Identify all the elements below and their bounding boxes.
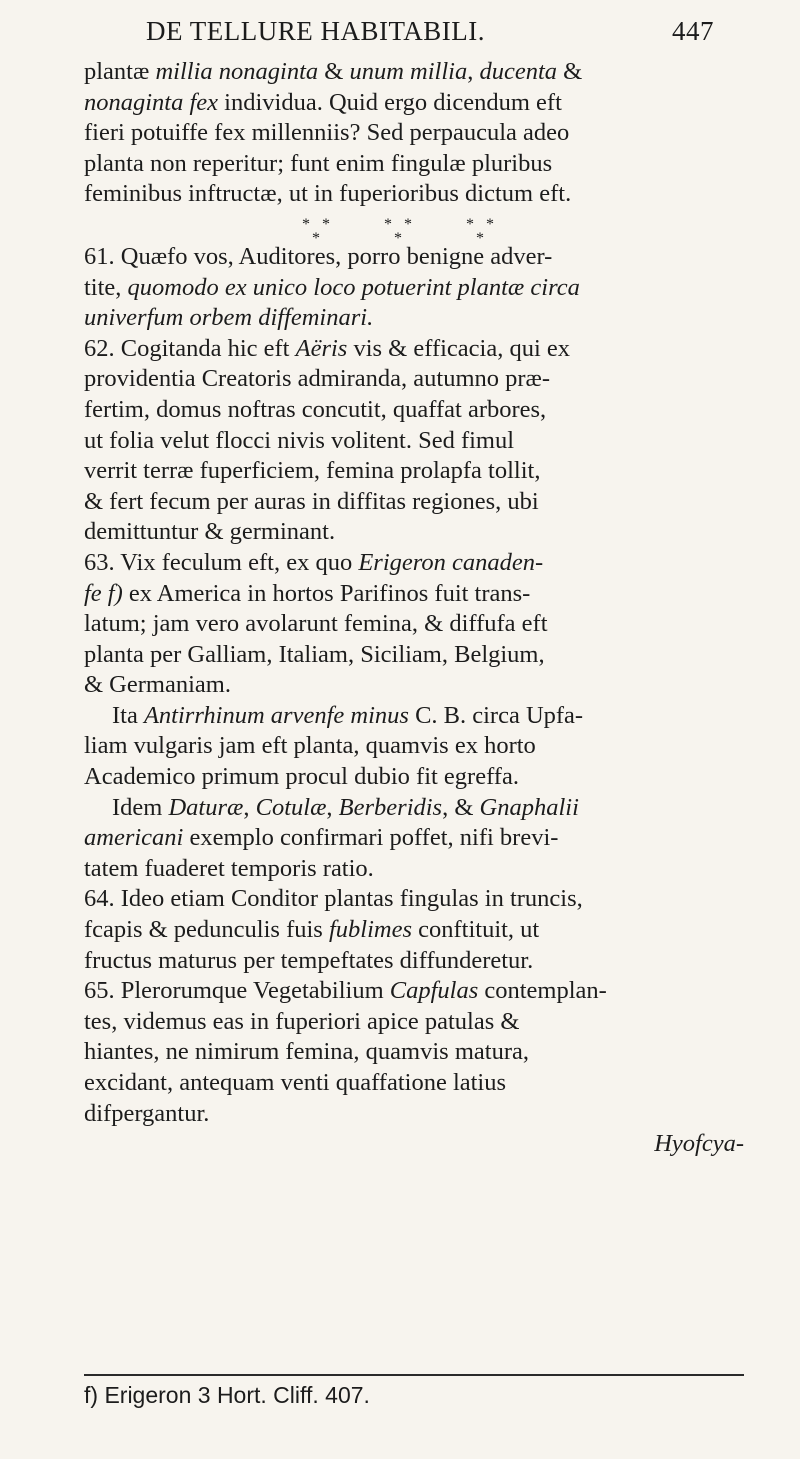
italic-text: fublimes xyxy=(328,916,412,944)
text-line xyxy=(84,487,744,518)
asterisk-mark: * xyxy=(394,229,402,247)
text-run: Ita xyxy=(112,701,144,729)
text-run: 64. Ideo etiam Conditor plantas fingulas in truncis, xyxy=(84,885,583,913)
page-header xyxy=(0,14,800,54)
text-run: fieri potuiffe fex millenniis? Sed perpaucula adeo xyxy=(84,119,570,147)
italic-text: fe f) xyxy=(84,579,123,607)
asterisk-mark: * xyxy=(322,215,330,233)
text-run: 61. Quæfo vos, Auditores, porro benigne adver- xyxy=(84,242,553,270)
catchword xyxy=(84,1129,744,1160)
text-run: planta non reperitur; funt enim fingulæ pluribus xyxy=(84,149,553,177)
text-run: excidant, antequam venti quaffatione latius xyxy=(84,1069,507,1096)
text-line xyxy=(84,731,744,762)
text-run: 62. Cogitanda hic eft xyxy=(84,334,296,362)
italic-text: quomodo ex unico loco potuerint plantæ circa xyxy=(127,273,580,301)
text-line xyxy=(84,118,744,149)
text-line xyxy=(84,364,744,395)
italic-text: univerfum orbem diffeminari. xyxy=(84,304,374,332)
text-run: Academico primum procul dubio fit egreffa. xyxy=(84,763,519,791)
text-run: , xyxy=(467,58,480,85)
text-run: tite, xyxy=(84,273,128,301)
text-run: tatem fuaderet temporis ratio. xyxy=(84,854,374,882)
text-run: plantæ xyxy=(84,58,156,85)
text-line xyxy=(84,149,744,180)
asterisk-mark: * xyxy=(312,229,320,247)
text-line xyxy=(84,456,744,487)
text-run: 63. Vix feculum eft, ex quo xyxy=(84,548,359,576)
text-run: C. B. circa Upfa- xyxy=(408,701,584,729)
italic-text: millia nonaginta xyxy=(155,58,319,85)
text-run: exemplo confirmari poffet, nifi brevi- xyxy=(183,824,559,852)
text-run: conftituit, ut xyxy=(411,916,540,944)
text-line xyxy=(84,579,744,610)
text-run: liam vulgaris jam eft planta, quamvis ex horto xyxy=(84,732,536,760)
text-run: & Germaniam. xyxy=(84,671,231,699)
text-run: Idem xyxy=(112,793,169,821)
text-line xyxy=(84,976,744,1007)
text-run: difpergantur. xyxy=(84,1099,210,1127)
text-line xyxy=(84,670,744,701)
italic-text: Berberidis xyxy=(338,793,443,821)
text-line xyxy=(84,793,744,824)
text-line xyxy=(84,242,744,273)
running-title: DE TELLURE HABITABILI. xyxy=(146,16,486,46)
asterisk-mark: * xyxy=(302,215,310,233)
text-line xyxy=(84,395,744,426)
text-run: & xyxy=(318,58,350,85)
asterisk-mark: * xyxy=(404,215,412,233)
text-run: providentia Creatoris admiranda, autumno præ- xyxy=(84,365,551,393)
text-line xyxy=(84,1099,744,1130)
italic-text: Erigeron canaden- xyxy=(358,548,544,576)
page-number: 447 xyxy=(672,16,714,46)
text-line xyxy=(84,1068,744,1099)
asterisk-mark: * xyxy=(466,215,474,233)
text-line xyxy=(84,640,744,671)
text-line xyxy=(84,273,744,304)
text-run: & fert fecum per auras in diffitas regiones, ubi xyxy=(84,487,539,515)
text-line xyxy=(84,179,744,210)
asterisk-mark: * xyxy=(476,229,484,247)
text-line xyxy=(84,915,744,946)
text-run: contemplan- xyxy=(478,977,607,1005)
text-line xyxy=(84,1007,744,1038)
asterisk-mark: * xyxy=(486,215,494,233)
text-run: , & xyxy=(442,793,480,821)
text-run: demittuntur & germinant. xyxy=(84,518,336,546)
italic-text: Cotulæ xyxy=(255,793,327,821)
italic-text: Antirrhinum arvenfe minus xyxy=(143,701,409,729)
italic-text: Gnaphalii xyxy=(479,793,579,821)
italic-text: ducenta xyxy=(479,58,558,85)
text-line xyxy=(84,946,744,977)
italic-text: nonaginta fex xyxy=(84,88,219,116)
body-text xyxy=(84,57,744,1160)
italic-text: Capfulas xyxy=(389,977,479,1005)
text-line xyxy=(84,548,744,579)
text-run: fcapis & pedunculis fuis xyxy=(84,916,329,944)
text-run: & xyxy=(557,58,583,85)
asterism-separator xyxy=(84,210,744,247)
footnote-rule xyxy=(84,1374,744,1376)
catchword-text: Hyofcya- xyxy=(654,1130,744,1158)
text-run: tes, videmus eas in fuperiori apice patulas & xyxy=(84,1007,520,1035)
text-line xyxy=(84,854,744,885)
text-run: , xyxy=(326,793,339,821)
text-run: , xyxy=(243,793,256,821)
text-line xyxy=(84,334,744,365)
text-line xyxy=(84,884,744,915)
italic-text: unum millia xyxy=(349,58,468,85)
text-line xyxy=(84,1037,744,1068)
text-run: hiantes, ne nimirum femina, quamvis matura, xyxy=(84,1038,529,1066)
italic-text: Daturæ xyxy=(168,793,244,821)
text-run: vis & efficacia, qui ex xyxy=(347,334,571,362)
text-run: ut folia velut flocci nivis volitent. Sed fimul xyxy=(84,426,515,454)
text-line xyxy=(84,426,744,457)
text-line xyxy=(84,823,744,854)
text-line xyxy=(84,88,744,119)
text-run: individua. Quid ergo dicendum eft xyxy=(218,88,562,116)
text-run: planta per Galliam, Italiam, Siciliam, Belgium, xyxy=(84,640,545,668)
text-line xyxy=(84,609,744,640)
text-line xyxy=(84,517,744,548)
text-line xyxy=(84,762,744,793)
text-run: ex America in hortos Parifinos fuit trans- xyxy=(122,579,531,607)
text-line xyxy=(84,701,744,732)
text-run: verrit terræ fuperficiem, femina prolapfa tollit, xyxy=(84,457,541,485)
asterisk-mark: * xyxy=(384,215,392,233)
text-run: latum; jam vero avolarunt femina, & diffufa eft xyxy=(84,610,548,638)
text-line xyxy=(84,303,744,334)
text-run: feminibus inftructæ, ut in fuperioribus dictum eft. xyxy=(84,180,572,208)
text-run: fructus maturus per tempeftates diffunderetur. xyxy=(84,946,534,974)
text-run: fertim, domus noftras concutit, quaffat arbores, xyxy=(84,395,547,423)
italic-text: americani xyxy=(84,824,184,852)
italic-text: Aëris xyxy=(295,334,348,362)
text-line xyxy=(84,57,744,88)
footnote: f) Erigeron 3 Hort. Cliff. 407. xyxy=(84,1382,370,1408)
text-run: 65. Plerorumque Vegetabilium xyxy=(84,977,390,1005)
